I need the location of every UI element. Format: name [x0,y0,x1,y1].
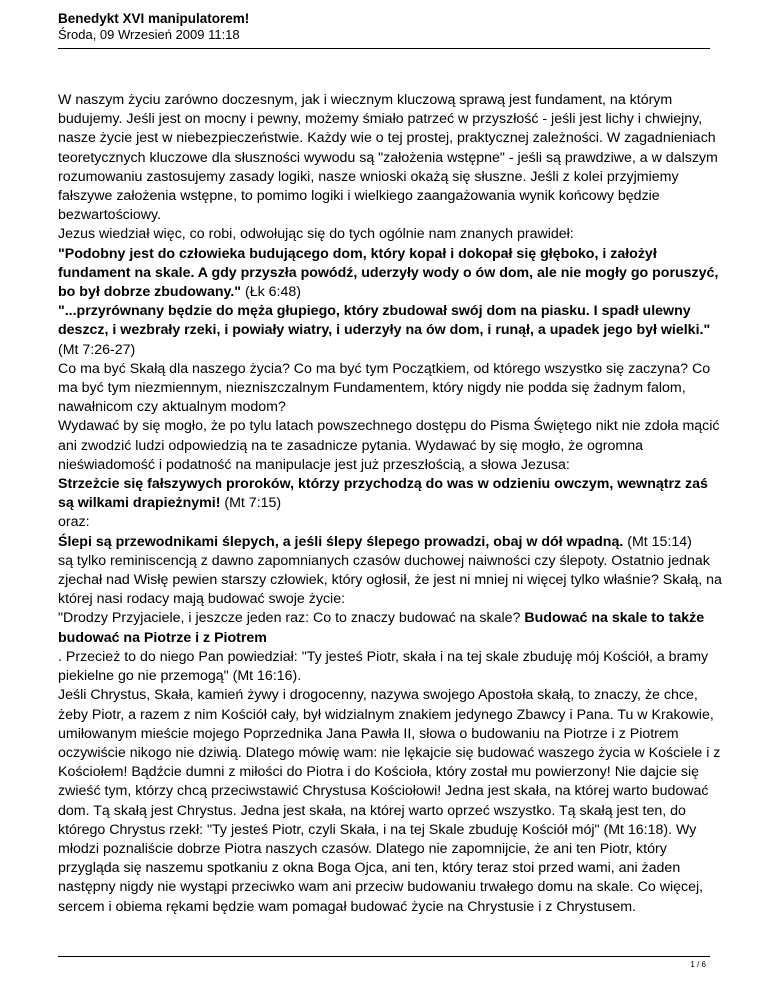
paragraph: Co ma być Skałą dla naszego życia? Co ma być tym Początkiem, od którego wszystko się zaczyna? Co ma być tym niezmiennym, niezniszczalnym Fundamentem, który nigdy nie podda się żadnym falom, nawałnicom czy aktualnym modom? [58,360,711,416]
paragraph: Jeśli Chrystus, Skała, kamień żywy i drogocenny, nazywa swojego Apostoła skałą, to znaczy, że chce, żeby Piotr, a razem z nim Kościół cały, był widzialnym znakiem jedynego Zbawcy i Pana. Tu w Krakowie, umiłowanym mieście mojego Poprzednika Jana Pawła II, słowa o budowaniu na Piotrze i z Piotrem oczywiście nikogo nie dziwią. Dlatego mówię wam: nie lękajcie się budować waszego życia w Kościele i z Kościołem! Bądźcie dumni z miłości do Piotra i do Kościoła, który został mu powierzony! Nie dajcie się zwieść tym, którzy chcą przeciwstawić Chrystusa Kościołowi! Jedna jest skała, na której warto budować dom. Tą skałą jest Chrystus. Jedna jest skała, na której warto oprzeć wszystko. Tą skałą jest ten, do którego Chrystus rzekł: "Ty jesteś Piotr, czyli Skała, i na tej Skale zbuduję Kościół mój" (Mt 16:18). Wy młodzi poznaliście dobrze Piotra naszych czasów. Dlatego nie zapomnijcie, że ani ten Piotr, który przygląda się naszemu spotkaniu z okna Boga Ojca, ani ten, który teraz stoi przed wami, ani żaden następny nigdy nie wystąpi przeciwko wam ani przeciw budowaniu trwałego domu na skale. Co więcej, sercem i obiema rękami będzie wam pomagał budować życie na Chrystusie i z Chrystusem. [58,687,721,915]
footer-divider [58,956,710,957]
quote-paragraph [58,533,723,552]
quote-paragraph [58,245,723,303]
page-header [58,10,718,43]
quote-paragraph [58,609,723,647]
article-body [58,91,723,917]
paragraph: Wydawać by się mogło, że po tylu latach powszechnego dostępu do Pisma Świętego nikt nie zdoła mącić ani zwodzić ludzi odpowiedzią na te zasadnicze pytania. Wydawać by się mogło, że ogromna nieświadomość i podatność na manipulacje jest już przeszłością, a słowa Jezusa: [58,418,720,473]
article-date: Środa, 09 Wrzesień 2009 11:18 [58,27,240,42]
bible-reference: (Mt 7:15) [220,495,282,512]
bible-quote: "Podobny jest do człowieka budującego dom, który kopał i dokopał się głęboko, i założył fundament na skale. A gdy przyszła powódź, uderzyły wody o ów dom, ale nie mogły go poruszyć, bo był dobrze zbudowany." [58,245,719,301]
quote-paragraph [58,475,723,513]
paragraph: oraz: [58,514,90,531]
paragraph: są tylko reminiscencją z dawno zapomnianych czasów duchowej naiwności czy ślepoty. Ostatnio jednak zjechał nad Wisłę pewien starszy człowiek, który ogłosił, że jest ni mniej ni więcej tylko właśnie? Skałą, na której nasi rodacy mają budować swoje życie: [58,552,722,608]
speech-quote: "Drodzy Przyjaciele, i jeszcze jeden raz: Co to znaczy budować na skale? [58,610,525,627]
bible-reference: (Łk 6:48) [241,284,301,301]
paragraph: . Przecież to do niego Pan powiedział: "Ty jesteś Piotr, skała i na tej skale zbuduję mój Kościół, a bramy piekielne go nie przemogą" (Mt 16:16). [58,648,709,685]
bible-reference: (Mt 15:14) [623,533,692,550]
bible-reference: (Mt 7:26-27) [58,341,136,358]
quote-paragraph [58,302,723,360]
emphasized-quote: Budować na skale to także budować na Piotrze i z Piotrem [58,610,705,646]
paragraph: Jezus wiedział więc, co robi, odwołując się do tych ogólnie nam znanych prawideł: [58,226,574,243]
article-title: Benedykt XVI manipulatorem! [58,11,250,26]
page-number: 1 / 6 [690,960,706,969]
paragraph: W naszym życiu zarówno doczesnym, jak i wiecznym kluczową sprawą jest fundament, na którym budujemy. Jeśli jest on mocny i pewny, możemy śmiało patrzeć w przyszłość - jeśli jest lichy i chwiejny, nasze życie jest w niebezpieczeństwie. Każdy wie o tej prostej, praktycznej zależności. W zagadnieniach teoretycznych kluczowe dla słuszności wywodu są "założenia wstępne" - jeśli są prawdziwe, a w dalszym rozumowaniu zastosujemy zasady logiki, nasze wnioski okażą się słuszne. Jeśli z kolei przyjmiemy fałszywe założenia wstępne, to pomimo logiki i wielkiego zaangażowania wynik końcowy będzie bezwartościowy. [58,92,718,224]
bible-quote: "...przyrównany będzie do męża głupiego, który zbudował swój dom na piasku. I spadł ulewny deszcz, i wezbrały rzeki, i powiały wiatry, i uderzyły na ów dom, i runął, a upadek jego był wielki." [58,303,711,339]
bible-quote: Strzeżcie się fałszywych proroków, którzy przychodzą do was w odzieniu owczym, wewnątrz zaś są wilkami drapieżnymi! [58,476,708,512]
header-divider [58,48,710,49]
bible-quote: Ślepi są przewodnikami ślepych, a jeśli ślepy ślepego prowadzi, obaj w dół wpadną. [58,533,624,550]
